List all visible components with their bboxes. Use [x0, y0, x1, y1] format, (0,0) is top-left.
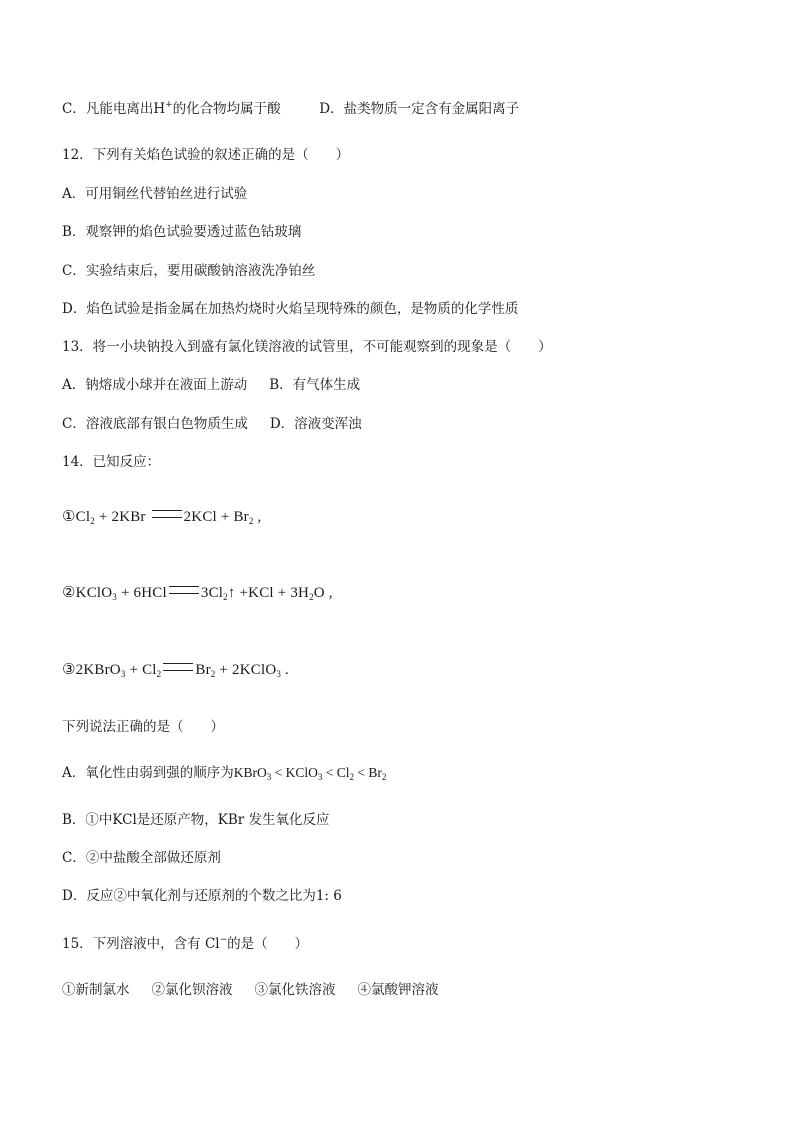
q12-option-a: A．可用铜丝代替铂丝进行试验 [62, 186, 248, 202]
q13-option-c: C．溶液底部有银白色物质生成 [62, 416, 248, 432]
q15-options-row [62, 980, 439, 1000]
q14-option-b: B．①中KCl是还原产物，KBr 发生氧化反应 [62, 812, 330, 828]
q13-options-row-2 [62, 414, 362, 434]
q11-option-c: C．凡能电离出H+的化合物均属于酸 [62, 100, 281, 117]
q14-option-c: C．②中盐酸全部做还原剂 [62, 850, 221, 866]
q13-option-d: D．溶液变浑浊 [269, 416, 362, 432]
q15-option-4: ④氯酸钾溶液 [357, 982, 439, 998]
q12-option-d: D．焰色试验是指金属在加热灼烧时火焰呈现特殊的颜色，是物质的化学性质 [62, 301, 519, 317]
q14-stem: 14．已知反应： [62, 454, 161, 470]
q13-option-a: A．钠熔成小球并在液面上游动 [62, 377, 248, 393]
q15-option-1: ①新制氯水 [62, 982, 130, 998]
q12-option-b: B．观察钾的焰色试验要透过蓝色钴玻璃 [62, 224, 302, 240]
q13-stem: 13．将一小块钠投入到盛有氯化镁溶液的试管里，不可能观察到的现象是（ ） [62, 339, 552, 355]
q12-option-c: C．实验结束后，要用碳酸钠溶液洗净铂丝 [62, 263, 316, 279]
q14-option-a: A．氧化性由弱到强的顺序为KBrO$_3$ < KClO$_3$ < $Cl_2 < Br_2$ [62, 765, 387, 782]
q14-equation-1: $①Cl_2 + 2KBr$ $2KCl + Br_2$ , [62, 509, 262, 526]
q11-option-d: D．盐类物质一定含有金属阳离子 [319, 101, 520, 117]
gas-arrow-icon: ↑ [227, 585, 236, 601]
q15-option-2: ②氯化钡溶液 [151, 982, 233, 998]
q14-option-d: D．反应②中氧化剂与还原剂的个数之比为1: 6 [62, 888, 342, 904]
q14-question: 下列说法正确的是（ ） [62, 719, 224, 735]
q14-equation-2: ②KClO$_3$ + 6HCl $3Cl_2↑ +KCl + 3H_2O$ , [62, 585, 333, 602]
equals-sign-icon [163, 663, 193, 671]
q12-stem: 12．下列有关焰色试验的叙述正确的是（ ） [62, 147, 350, 163]
q11-options-row [62, 99, 519, 119]
q15-option-3: ③氯化铁溶液 [254, 982, 336, 998]
equals-sign-icon [152, 510, 182, 518]
q13-options-row-1 [62, 375, 360, 395]
q15-stem: 15．下列溶液中，含有 Cl−的是（ ） [62, 935, 309, 952]
q13-option-b: B．有气体生成 [269, 377, 361, 393]
equals-sign-icon [169, 586, 199, 594]
q14-equation-3: ③2KBrO$_3$ + $Cl_2$ $Br_2$ + 2KClO$_3$ . [62, 662, 289, 679]
